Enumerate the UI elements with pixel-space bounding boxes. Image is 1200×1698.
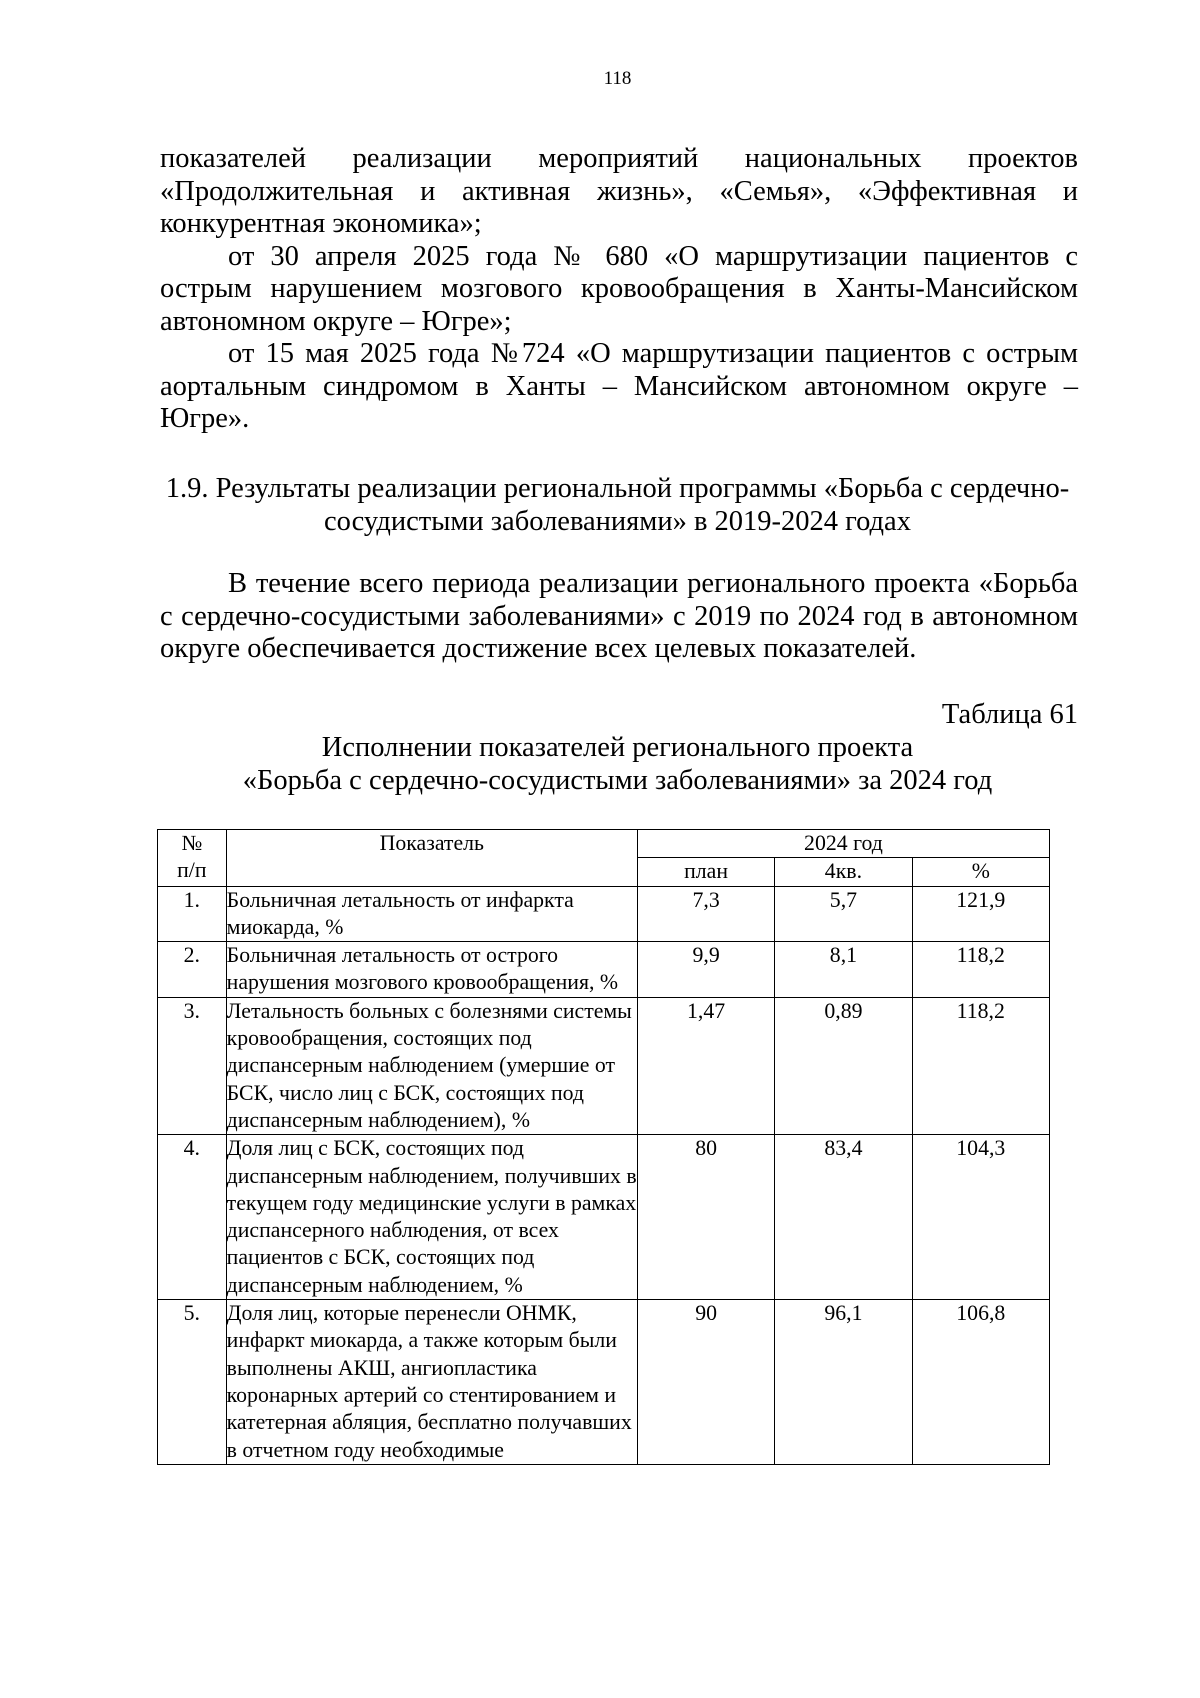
row-plan: 80 (637, 1135, 774, 1300)
row-plan: 7,3 (637, 886, 774, 942)
table-title (120, 731, 1115, 797)
table-row (158, 1135, 1050, 1300)
row-number: 1. (158, 886, 227, 942)
row-number: 3. (158, 997, 227, 1134)
row-percent: 121,9 (912, 886, 1049, 942)
row-indicator: Доля лиц, которые перенесли ОНМК, инфаркт миокарда, а также которым были выполнены АКШ, ангиопластика коронарных артерий со стентированием и катетерная абляция, бесплатно получавших в отчетном году необходимые (226, 1300, 637, 1465)
header-plan: план (637, 858, 774, 886)
intro-paragraph-3: от 15 мая 2025 года №724 «О маршрутизации пациентов с острым аортальным синдромом в Ханты – Мансийском автономном округе – Югре». (160, 338, 1078, 434)
table-title-line-2: «Борьба с сердечно-сосудистыми заболеваниями» за 2024 год (242, 765, 993, 796)
table-row (158, 886, 1050, 942)
row-q4: 96,1 (775, 1300, 912, 1465)
section-body (160, 568, 1078, 666)
header-number-line-1: № (181, 831, 203, 855)
row-indicator: Больничная летальность от инфаркта миокарда, % (226, 886, 637, 942)
intro-paragraph-2: от 30 апреля 2025 года № 680 «О маршрутизации пациентов с острым нарушением мозгового кровообращения в Ханты-Мансийском автономном округе – Югре»; (160, 240, 1078, 337)
table-header-row-1 (158, 830, 1050, 858)
row-percent: 104,3 (912, 1135, 1049, 1300)
intro-paragraph-1: показателей реализации мероприятий национальных проектов «Продолжительная и активная жизнь», «Семья», «Эффективная и конкурентная экономика»; (160, 143, 1078, 239)
section-paragraph: В течение всего периода реализации регионального проекта «Борьба с сердечно-сосудистыми заболеваниями» с 2019 по 2024 год в автономном округе обеспечивается достижение всех целевых показателей. (160, 568, 1078, 664)
row-q4: 5,7 (775, 886, 912, 942)
header-percent: % (912, 858, 1049, 886)
header-number (158, 830, 227, 887)
row-number: 2. (158, 942, 227, 998)
row-indicator: Летальность больных с болезнями системы кровообращения, состоящих под диспансерным наблюдением (умершие от БСК, число лиц с БСК, состоящих под диспансерным наблюдением), % (226, 997, 637, 1134)
page-number: 118 (603, 68, 632, 89)
section-heading-line-1: 1.9. Результаты реализации региональной программы «Борьба с сердечно- (165, 473, 1070, 504)
row-percent: 118,2 (912, 997, 1049, 1134)
table-row (158, 997, 1050, 1134)
row-plan: 90 (637, 1300, 774, 1465)
row-plan: 9,9 (637, 942, 774, 998)
section-heading-line-2: сосудистыми заболеваниями» в 2019-2024 годах (324, 506, 911, 537)
row-q4: 83,4 (775, 1135, 912, 1300)
row-indicator: Доля лиц с БСК, состоящих под диспансерным наблюдением, получивших в текущем году медицинские услуги в рамках диспансерного наблюдения, от всех пациентов с БСК, состоящих под диспансерным наблюдением, % (226, 1135, 637, 1300)
header-indicator: Показатель (226, 830, 637, 887)
row-q4: 0,89 (775, 997, 912, 1134)
table-row (158, 942, 1050, 998)
section-heading (120, 472, 1115, 538)
row-plan: 1,47 (637, 997, 774, 1134)
header-q4: 4кв. (775, 858, 912, 886)
header-number-line-2: п/п (177, 858, 207, 883)
row-q4: 8,1 (775, 942, 912, 998)
row-percent: 106,8 (912, 1300, 1049, 1465)
row-number: 4. (158, 1135, 227, 1300)
indicators-table (157, 829, 1050, 1465)
row-indicator: Больничная летальность от острого нарушения мозгового кровообращения, % (226, 942, 637, 998)
table-title-line-1: Исполнении показателей регионального проекта (321, 732, 914, 763)
table-row (158, 1300, 1050, 1465)
row-number: 5. (158, 1300, 227, 1465)
header-year: 2024 год (637, 830, 1049, 858)
intro-text (160, 143, 1078, 436)
table-number: Таблица 61 (941, 699, 1078, 730)
row-percent: 118,2 (912, 942, 1049, 998)
